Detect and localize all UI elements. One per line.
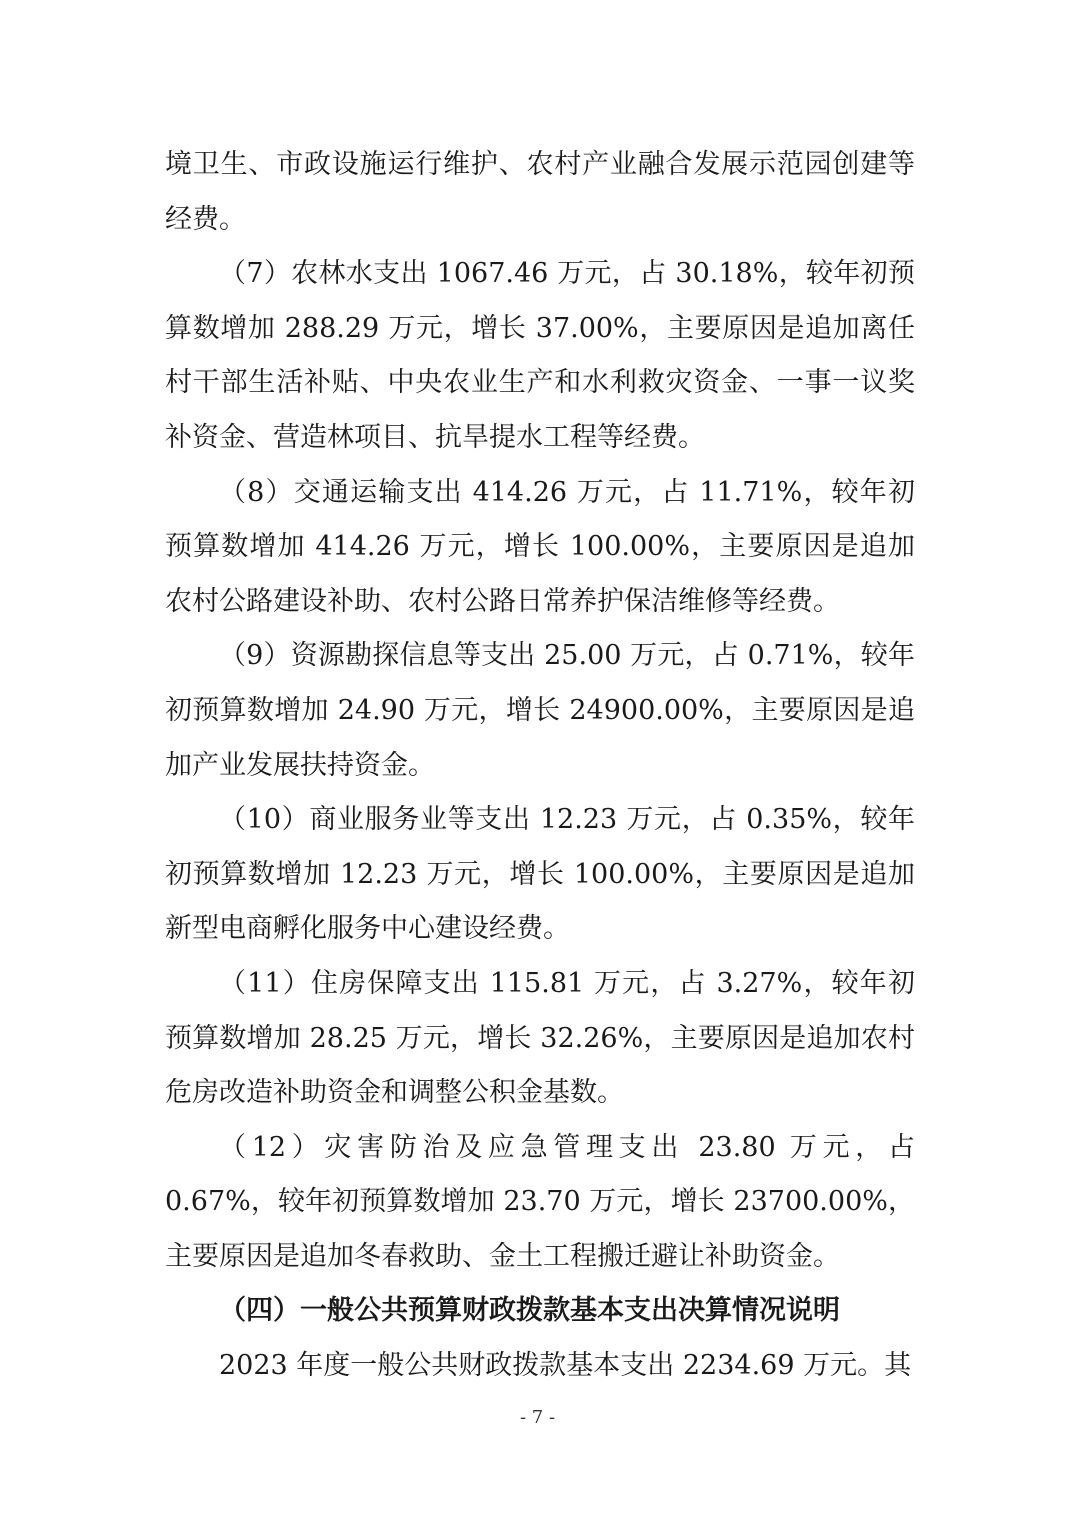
paragraph-basic-expenditure: 2023 年度一般公共财政拨款基本支出 2234.69 万元。其 [219, 1350, 912, 1382]
paragraph-disaster-prevention: （12）灾害防治及应急管理支出 23.80 万元，占 0.67%，较年初预算数增加 23.70 万元，增长 23700.00%，主要原因是追加冬春救助、金土工程搬迁避让补助资金。 [165, 1131, 915, 1272]
paragraph-housing-security: （11）住房保障支出 115.81 万元，占 3.27%，较年初预算数增加 28.25 万元，增长 32.26%，主要原因是追加农村危房改造补助资金和调整公积金基数。 [165, 967, 915, 1109]
page-number: - 7 - [519, 1407, 556, 1428]
paragraph-continuation: 境卫生、市政设施运行维护、农村产业融合发展示范园创建等经费。 [165, 149, 915, 235]
paragraph-commercial-services: （10）商业服务业等支出 12.23 万元，占 0.35%，较年初预算数增加 12.23 万元，增长 100.00%，主要原因是追加新型电商孵化服务中心建设经费。 [165, 804, 915, 945]
paragraph-agriculture-forestry-water: （7）农林水支出 1067.46 万元，占 30.18%，较年初预算数增加 288.29 万元，增长 37.00%，主要原因是追加离任村干部生活补贴、中央农业生产和水利救灾资金、一事一议奖补资金、营造林项目、抗旱提水工程等经费。 [165, 258, 915, 453]
paragraph-resource-exploration: （9）资源勘探信息等支出 25.00 万元，占 0.71%，较年初预算数增加 24.90 万元，增长 24900.00%，主要原因是追加产业发展扶持资金。 [165, 640, 915, 781]
paragraph-transportation: （8）交通运输支出 414.26 万元，占 11.71%，较年初预算数增加 414.26 万元，增长 100.00%，主要原因是追加农村公路建设补助、农村公路日常养护保洁维修等经费。 [165, 476, 915, 617]
page-body [165, 138, 915, 1394]
section-heading: （四）一般公共预算财政拨款基本支出决算情况说明 [219, 1295, 840, 1327]
